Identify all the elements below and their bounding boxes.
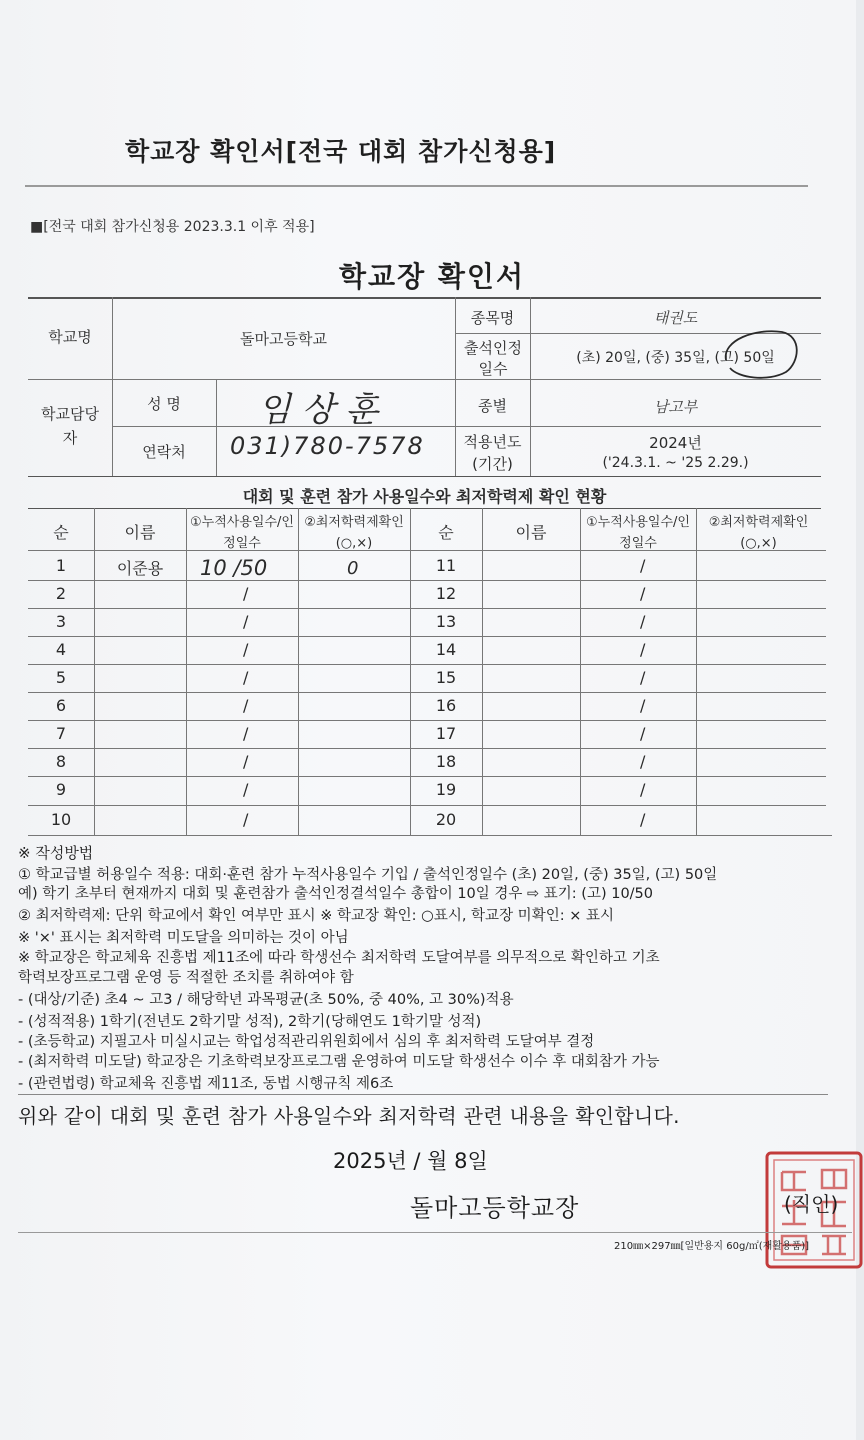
row-days-slash: / (243, 780, 249, 799)
table-section-title: 대회 및 훈련 참가 사용일수와 최저학력제 확인 현황 (242, 487, 607, 506)
instruction-line: - (대상/기준) 초4 ~ 고3 / 해당학년 과목평균(초 50%, 중 40%, 고 30%)적용 (18, 992, 514, 1008)
school-name-label: 학교명 (48, 328, 92, 346)
row-days-slash: / (243, 584, 249, 603)
seal-label: (직인) (784, 1192, 839, 1216)
principal-name: 돌마고등학교장 (410, 1194, 580, 1222)
manager-name-handwritten: 임 상 훈 (258, 390, 379, 430)
row-no: 3 (55, 612, 67, 631)
row-days-slash: / (640, 780, 646, 799)
row-days-slash: / (243, 612, 249, 631)
row-no: 10 (50, 810, 72, 829)
instruction-line: ① 학교급별 허용일수 적용: 대회·훈련 참가 누적사용일수 기입 / 출석인정일수 (초) 20일, (중) 35일, (고) 50일 (18, 867, 718, 883)
info-row-line (112, 426, 821, 427)
table-col-line (186, 508, 187, 835)
event-value: 태권도 (653, 309, 698, 327)
row-no: 9 (55, 780, 67, 799)
paper-spec-footer: 210㎜×297㎜[일반용지 60g/㎡(재활용품)] (614, 1241, 810, 1252)
form-title: 학교장 확인서 (338, 260, 526, 293)
table-row-line (28, 720, 826, 721)
manager-name-label: 성 명 (147, 395, 181, 413)
row-no: 8 (55, 752, 67, 771)
row-no: 19 (435, 780, 457, 799)
instruction-line: 학력보장프로그램 운영 등 적절한 조치를 취하여야 함 (18, 970, 354, 986)
instruction-line: 예) 학기 초부터 현재까지 대회 및 훈련참가 출석인정결석일수 총합이 10일 경우 ⇨ 표기: (고) 10/50 (18, 886, 654, 902)
notes-divider (18, 1094, 828, 1095)
footer-divider (18, 1232, 852, 1233)
table-col-line (298, 508, 299, 835)
event-label: 종목명 (470, 309, 515, 327)
school-manager-label: 학교담당자 (41, 405, 99, 447)
instruction-line: ※ '×' 표시는 최저학력 미도달을 의미하는 것이 아님 (18, 930, 349, 946)
row-no: 7 (55, 724, 67, 743)
row-no: 20 (435, 810, 457, 829)
header-days-right: ①누적사용일수/인정일수 (586, 515, 690, 551)
row-no: 4 (55, 640, 67, 659)
handwritten-circle-mark (716, 322, 806, 384)
row-no: 2 (55, 584, 67, 603)
row-no: 14 (435, 640, 457, 659)
row-days-slash: / (243, 696, 249, 715)
row-days-slash: / (243, 668, 249, 687)
table-col-line (482, 508, 483, 835)
header-no-right: 순 (438, 523, 454, 542)
instruction-line: - (성적적용) 1학기(전년도 2학기말 성적), 2학기(당해연도 1학기말 성적) (18, 1014, 482, 1030)
instruction-line: - (초등학교) 지필고사 미실시교는 학업성적관리위원회에서 심의 후 최저학력 도달여부 결정 (18, 1034, 595, 1050)
table-row-line (28, 664, 826, 665)
header-check-right: ②최저학력제확인(○,×) (708, 515, 809, 551)
period-label: 적용년도(기간) (463, 433, 522, 473)
table-row-line (28, 805, 826, 806)
table-row-line (28, 580, 826, 581)
confirmation-statement: 위와 같이 대회 및 훈련 참가 사용일수와 최저학력 관련 내용을 확인합니다. (18, 1104, 680, 1128)
row-days-slash: / (640, 668, 646, 687)
table-top-border (28, 508, 821, 509)
signature-date: 2025년 / 월 8일 (333, 1149, 488, 1173)
row-days-slash: / (640, 810, 646, 829)
header-no-left: 순 (53, 523, 69, 542)
table-row-line (28, 748, 826, 749)
row-days-slash: / (640, 612, 646, 631)
row-no: 17 (435, 724, 457, 743)
title-divider (25, 185, 808, 187)
row-days-handwritten: 10 /50 (200, 556, 268, 580)
row-days-slash: / (640, 724, 646, 743)
row-days-slash: / (640, 640, 646, 659)
row-days-slash: / (243, 640, 249, 659)
table-row-line (28, 776, 826, 777)
gender-value: 남고부 (653, 398, 698, 416)
row-days-slash: / (243, 752, 249, 771)
instruction-line: ※ 학교장은 학교체육 진흥법 제11조에 따라 학생선수 최저학력 도달여부를 의무적으로 확인하고 기초 (18, 950, 660, 966)
table-row-line (28, 692, 826, 693)
row-days-slash: / (640, 584, 646, 603)
row-days-slash: / (243, 724, 249, 743)
row-no: 12 (435, 584, 457, 603)
info-row-line (28, 379, 821, 380)
header-check-left: ②최저학력제확인(○,×) (304, 515, 404, 551)
table-row-line (28, 835, 832, 836)
row-no: 18 (435, 752, 457, 771)
row-no: 6 (55, 696, 67, 715)
row-no: 13 (435, 612, 457, 631)
form-version-note: ■[전국 대회 참가신청용 2023.3.1 이후 적용] (30, 219, 315, 235)
row-days-slash: / (640, 556, 646, 575)
row-check-handwritten: 0 (347, 558, 359, 579)
row-no: 15 (435, 668, 457, 687)
info-col-line (216, 379, 217, 476)
instruction-line: ② 최저학력제: 단위 학교에서 확인 여부만 표시 ※ 학교장 확인: ○표시, 학교장 미확인: × 표시 (18, 908, 614, 924)
instructions-heading: ※ 작성방법 (18, 844, 94, 862)
document-top-title: 학교장 확인서[전국 대회 참가신청용] (125, 137, 557, 166)
row-no: 5 (55, 668, 67, 687)
row-days-slash: / (243, 810, 249, 829)
header-name-left: 이름 (124, 523, 156, 542)
info-table-top-border (28, 297, 821, 299)
gender-label: 종별 (478, 397, 507, 415)
table-col-line (580, 508, 581, 835)
info-table-bottom-border (28, 476, 821, 477)
period-value: ('24.3.1. ~ '25 2.29.) (602, 455, 749, 471)
contact-handwritten: 031)780-7578 (230, 432, 425, 460)
table-col-line (696, 508, 697, 835)
table-row-line (28, 636, 826, 637)
header-days-left: ①누적사용일수/인정일수 (190, 515, 294, 551)
contact-label: 연락처 (142, 443, 186, 461)
instruction-line: - (관련법령) 학교체육 진흥법 제11조, 동법 시행규칙 제6조 (18, 1076, 394, 1092)
instruction-line: - (최저학력 미도달) 학교장은 기초학력보장프로그램 운영하여 미도달 학생선수 이수 후 대회참가 가능 (18, 1054, 660, 1070)
header-name-right: 이름 (515, 523, 547, 542)
row-no: 16 (435, 696, 457, 715)
row-no: 1 (55, 556, 67, 575)
row-no: 11 (435, 556, 457, 575)
attendance-days-value: (초) 20일, (중) 35일, (고) 50일 (576, 350, 775, 366)
row-days-slash: / (640, 696, 646, 715)
row-student-name: 이준용 (116, 559, 164, 578)
school-name-value: 돌마고등학교 (240, 330, 327, 348)
table-row-line (28, 608, 826, 609)
attendance-days-label: 출석인정일수 (464, 339, 522, 378)
row-days-slash: / (640, 752, 646, 771)
year-value: 2024년 (649, 434, 702, 452)
